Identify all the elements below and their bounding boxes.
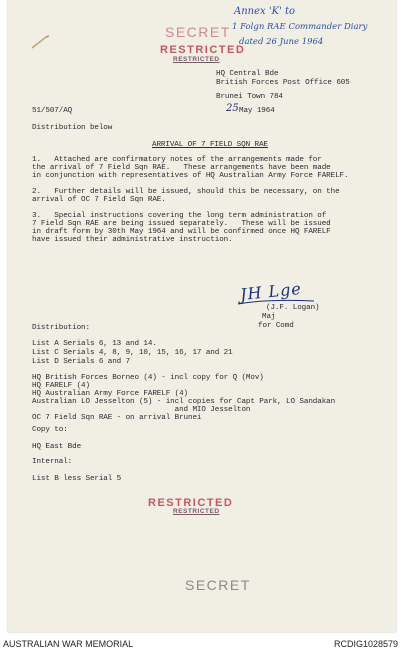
copy-to-label: Copy to:	[32, 426, 68, 434]
pen-mark-icon	[30, 34, 52, 50]
para-1-line-3: in conjunction with representatives of HQ Australian Army Force FARELF.	[32, 172, 349, 180]
distribution-list-c: List C Serials 4, 8, 9, 10, 15, 16, 17 and 21	[32, 349, 233, 357]
secret-stamp-top: SECRET	[165, 24, 231, 40]
restricted-stamp-top-underline: RESTRICTED	[173, 56, 220, 63]
addressee-1: HQ British Forces Borneo (4) - incl copy for Q (Mov)	[32, 374, 264, 382]
header-unit: HQ Central Bde	[216, 70, 279, 78]
addressee-5: OC 7 Field Sqn RAE - on arrival Brunei	[32, 414, 202, 422]
signature-role: for Comd	[258, 322, 294, 330]
addressee-4: Australian LO Jesselton (5) - incl copies for Capt Park, LO Sandakan	[32, 398, 336, 406]
para-3-line-2: 7 Field Sqn RAE are being issued separately. These will be issued	[32, 220, 331, 228]
para-1-line-2: the arrival of 7 Field Sqn RAE. These arrangements have been made	[32, 164, 331, 172]
handwritten-annex-line1: Annex 'K' to	[234, 6, 296, 17]
secret-stamp-bottom: SECRET	[185, 577, 251, 593]
addressee-4-cont: and MIO Jesselton	[32, 406, 251, 414]
handwritten-annex-line3: dated 26 June 1964	[239, 37, 324, 47]
header-town: Brunei Town 784	[216, 93, 283, 101]
copy-to-item: HQ East Bde	[32, 443, 82, 451]
restricted-stamp-top: RESTRICTED	[160, 44, 246, 56]
signature-name: (J.F. Logan)	[266, 304, 320, 312]
para-3-line-3: in draft form by 30th May 1964 and will be confirmed once HQ FARELF	[32, 228, 331, 236]
para-2-line-1: 2. Further details will be issued, should this be necessary, on the	[32, 188, 340, 196]
restricted-stamp-bottom: RESTRICTED	[148, 497, 234, 509]
document-page	[8, 0, 396, 632]
subject-heading: ARRIVAL OF 7 FIELD SQN RAE	[152, 141, 268, 149]
handwritten-signature: JH Lge	[239, 278, 303, 305]
para-2-line-2: arrival of OC 7 Field Sqn RAE.	[32, 196, 166, 204]
header-forces: British Forces Post Office 605	[216, 79, 350, 87]
handwritten-annex-line2: 1 Folgn RAE Commander Diary	[232, 22, 368, 32]
signature-rank: Maj	[262, 313, 276, 321]
distribution-title: Distribution:	[32, 324, 90, 332]
header-date-rest: May 1964	[239, 107, 275, 115]
reference-number: 51/507/AQ	[32, 107, 73, 115]
internal-item: List B less Serial 5	[32, 475, 122, 483]
para-3-line-4: have issued their administrative instruction.	[32, 236, 233, 244]
footer-record-id: RCDIG1028579	[333, 639, 398, 649]
restricted-stamp-bottom-underline: RESTRICTED	[173, 508, 220, 515]
distribution-below: Distribution below	[32, 124, 113, 132]
distribution-list-d: List D Serials 6 and 7	[32, 358, 131, 366]
internal-label: Internal:	[32, 458, 73, 466]
footer-institution: AUSTRALIAN WAR MEMORIAL	[3, 639, 134, 649]
distribution-list-a: List A Serials 6, 13 and 14.	[32, 340, 157, 348]
header-date-day: 25	[226, 103, 239, 114]
para-1-line-1: 1. Attached are confirmatory notes of the arrangements made for	[32, 156, 322, 164]
para-3-line-1: 3. Special instructions covering the long term administration of	[32, 212, 327, 220]
addressee-2: HQ FARELF (4)	[32, 382, 90, 390]
addressee-3: HQ Australian Army Force FARELF (4)	[32, 390, 188, 398]
